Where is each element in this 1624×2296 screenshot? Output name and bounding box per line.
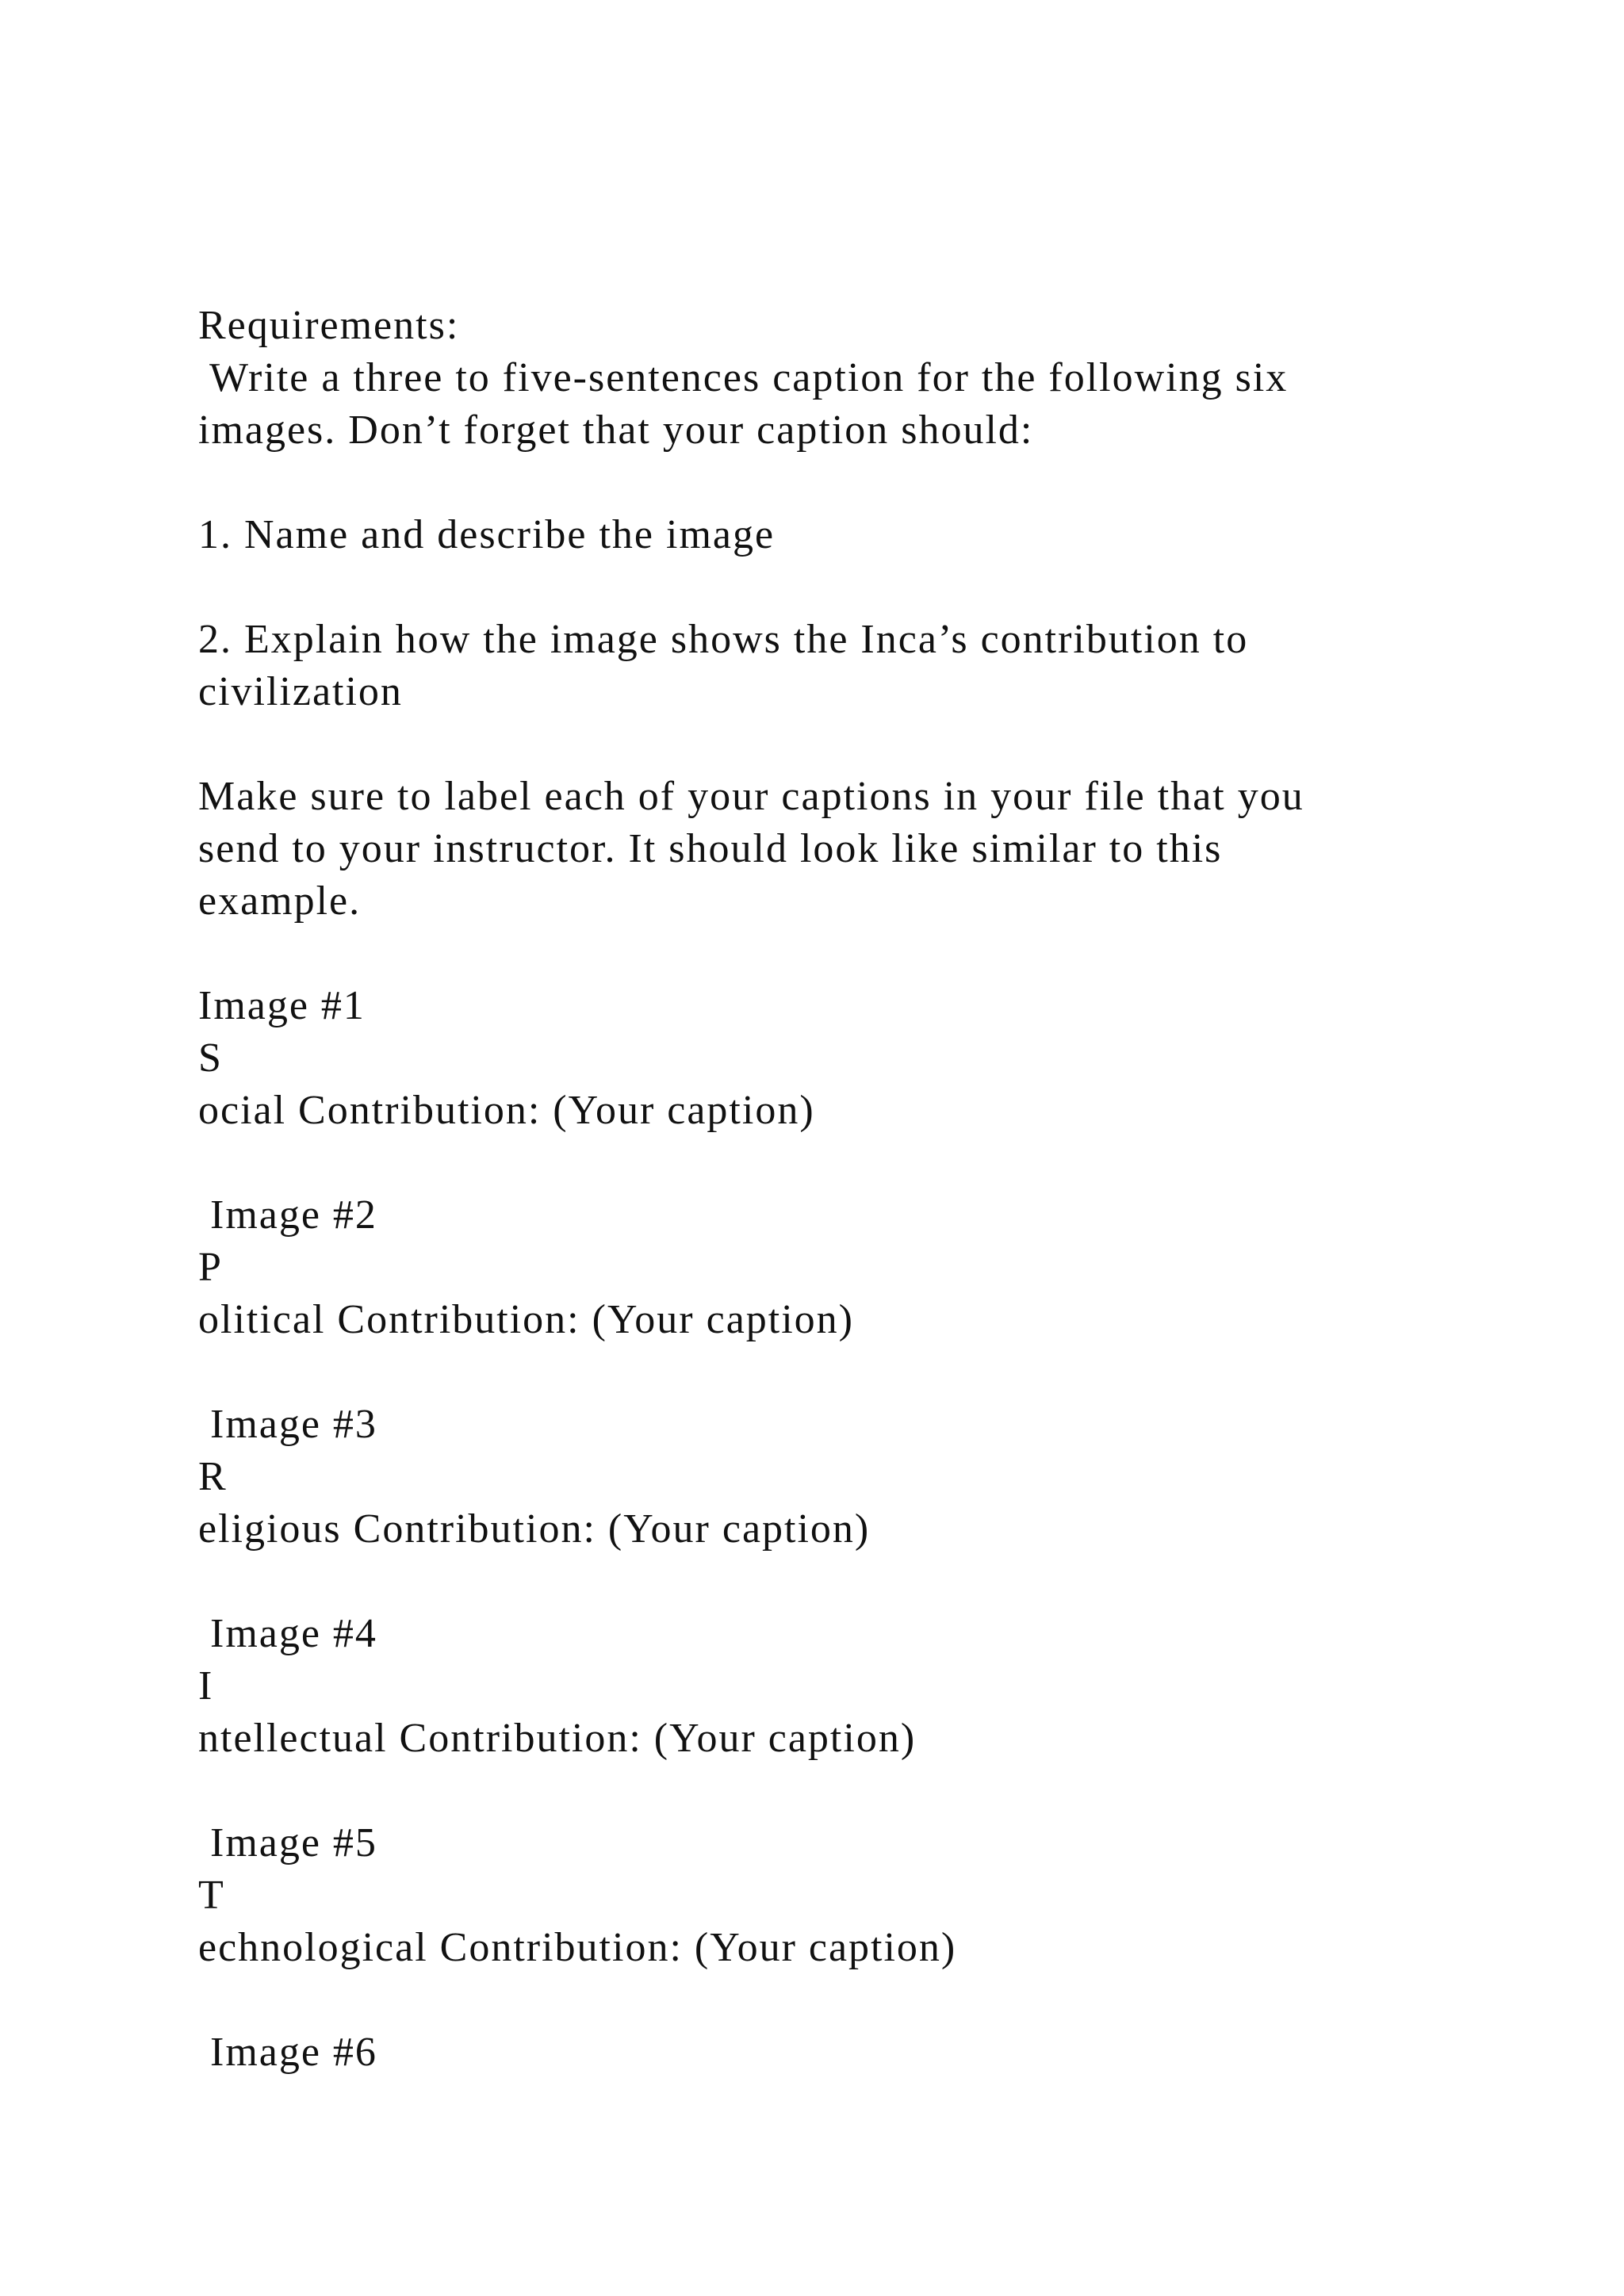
instruction-line: send to your instructor. It should look like similar to this xyxy=(198,826,1223,871)
image-2-caption-label: olitical Contribution: (Your caption) xyxy=(198,1297,854,1342)
intro-line: images. Don’t forget that your caption should: xyxy=(198,408,1034,453)
image-3-caption-label: eligious Contribution: (Your caption) xyxy=(198,1506,871,1552)
image-6-heading: Image #6 xyxy=(198,2030,377,2075)
blank-line xyxy=(198,457,1435,509)
image-1-heading: Image #1 xyxy=(198,983,366,1028)
blank-line xyxy=(198,1974,1435,2026)
instruction-line: Make sure to label each of your captions in your file that you xyxy=(198,774,1304,819)
image-5-caption-label: echnological Contribution: (Your caption) xyxy=(198,1925,957,1970)
requirement-point-2-continued: civilization xyxy=(198,669,403,714)
blank-line xyxy=(198,1765,1435,1817)
requirement-point-1: 1. Name and describe the image xyxy=(198,512,776,557)
blank-line xyxy=(198,1346,1435,1399)
blank-line xyxy=(198,561,1435,614)
image-5-initial: T xyxy=(198,1873,225,1918)
intro-line: Write a three to five-sentences caption for the following six xyxy=(198,355,1289,400)
image-3-heading: Image #3 xyxy=(198,1402,377,1447)
blank-line xyxy=(198,718,1435,771)
instruction-line: example. xyxy=(198,878,362,924)
image-2-heading: Image #2 xyxy=(198,1192,377,1238)
requirement-point-2: 2. Explain how the image shows the Inca’s contribution to xyxy=(198,617,1249,662)
image-5-heading: Image #5 xyxy=(198,1820,377,1866)
image-3-initial: R xyxy=(198,1454,228,1499)
blank-line xyxy=(198,1137,1435,1189)
image-4-initial: I xyxy=(198,1663,214,1709)
image-2-initial: P xyxy=(198,1245,223,1290)
requirements-heading: Requirements: xyxy=(198,303,460,348)
blank-line xyxy=(198,928,1435,980)
image-1-initial: S xyxy=(198,1035,223,1081)
image-4-heading: Image #4 xyxy=(198,1611,377,1656)
blank-line xyxy=(198,1556,1435,1608)
image-1-caption-label: ocial Contribution: (Your caption) xyxy=(198,1088,815,1133)
document-body xyxy=(198,300,1435,2079)
image-4-caption-label: ntellectual Contribution: (Your caption) xyxy=(198,1716,917,1761)
